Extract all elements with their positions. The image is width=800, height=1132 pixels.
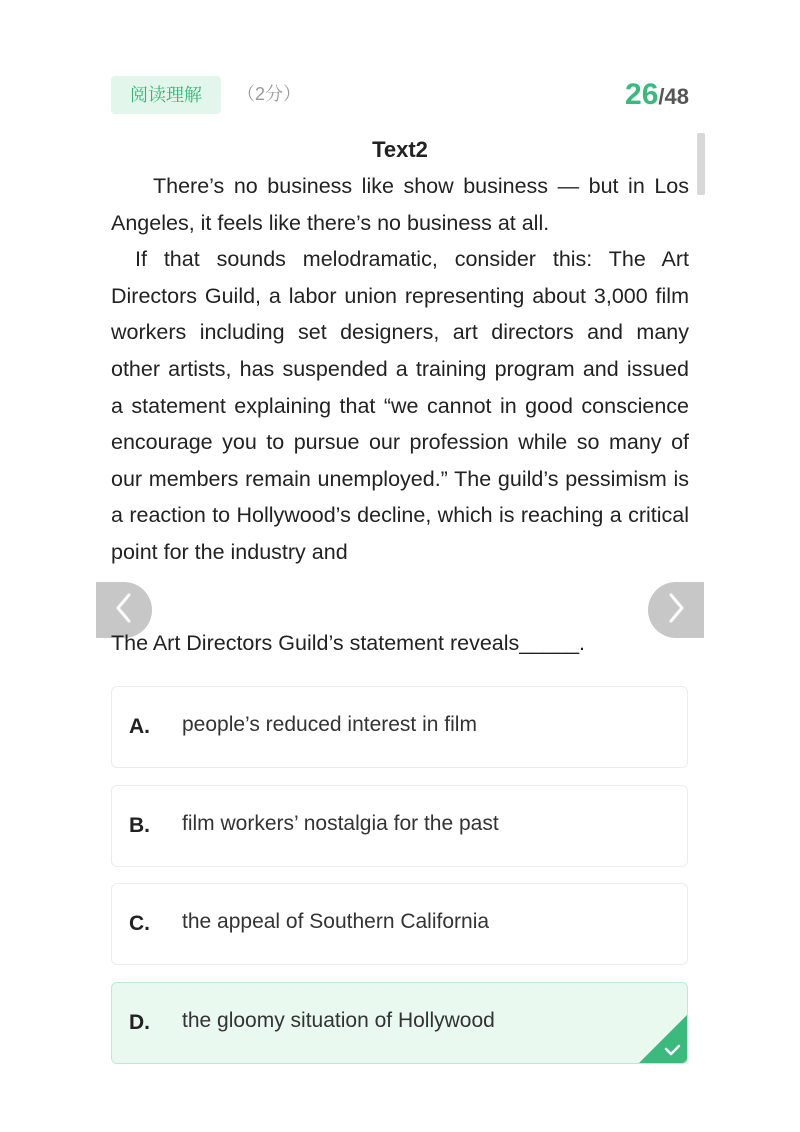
option-letter: C.: [129, 912, 150, 935]
passage-scroll-area[interactable]: [111, 132, 689, 602]
option-text: the gloomy situation of Hollywood: [182, 1009, 495, 1032]
passage-paragraph: If that sounds melodramatic, consider this: The Art Directors Guild, a labor union representing about 3,000 film workers including set designers, art directors and many other artists, has suspended a training program and issued a statement explaining that “we cannot in good conscience encourage you to pursue our profession while so many of our members remain unemployed.” The guild’s pessimism is a reaction to Hollywood’s decline, which is reaching a critical point for the industry and: [111, 247, 689, 564]
question-stem: The Art Directors Guild’s statement reveals_____.: [111, 631, 586, 655]
option-d[interactable]: [111, 982, 688, 1064]
option-c[interactable]: [111, 883, 688, 965]
question-points: （2分）: [237, 84, 302, 104]
question-type-tag: 阅读理解: [111, 76, 221, 114]
option-text: film workers’ nostalgia for the past: [182, 812, 499, 835]
progress-separator: /: [658, 84, 665, 109]
chevron-left-icon: [113, 592, 135, 629]
option-text: people’s reduced interest in film: [182, 713, 477, 736]
checkmark-icon: [639, 1015, 687, 1063]
option-text: the appeal of Southern California: [182, 910, 490, 933]
progress-total: 48: [664, 84, 689, 109]
chevron-right-icon: [665, 592, 687, 629]
option-letter: D.: [129, 1011, 150, 1034]
option-letter: A.: [129, 715, 150, 738]
question-progress: [625, 76, 689, 119]
passage-paragraph: There’s no business like show business — but in Los Angeles, it feels like there’s no business at all.: [111, 174, 689, 235]
progress-current: 26: [625, 78, 659, 111]
option-b[interactable]: [111, 785, 688, 867]
passage-scrollbar[interactable]: [697, 133, 705, 195]
option-letter: B.: [129, 814, 150, 837]
passage-body: [111, 168, 689, 571]
passage-title: Text2: [372, 137, 428, 162]
question-header: [111, 76, 689, 114]
option-a[interactable]: [111, 686, 688, 768]
